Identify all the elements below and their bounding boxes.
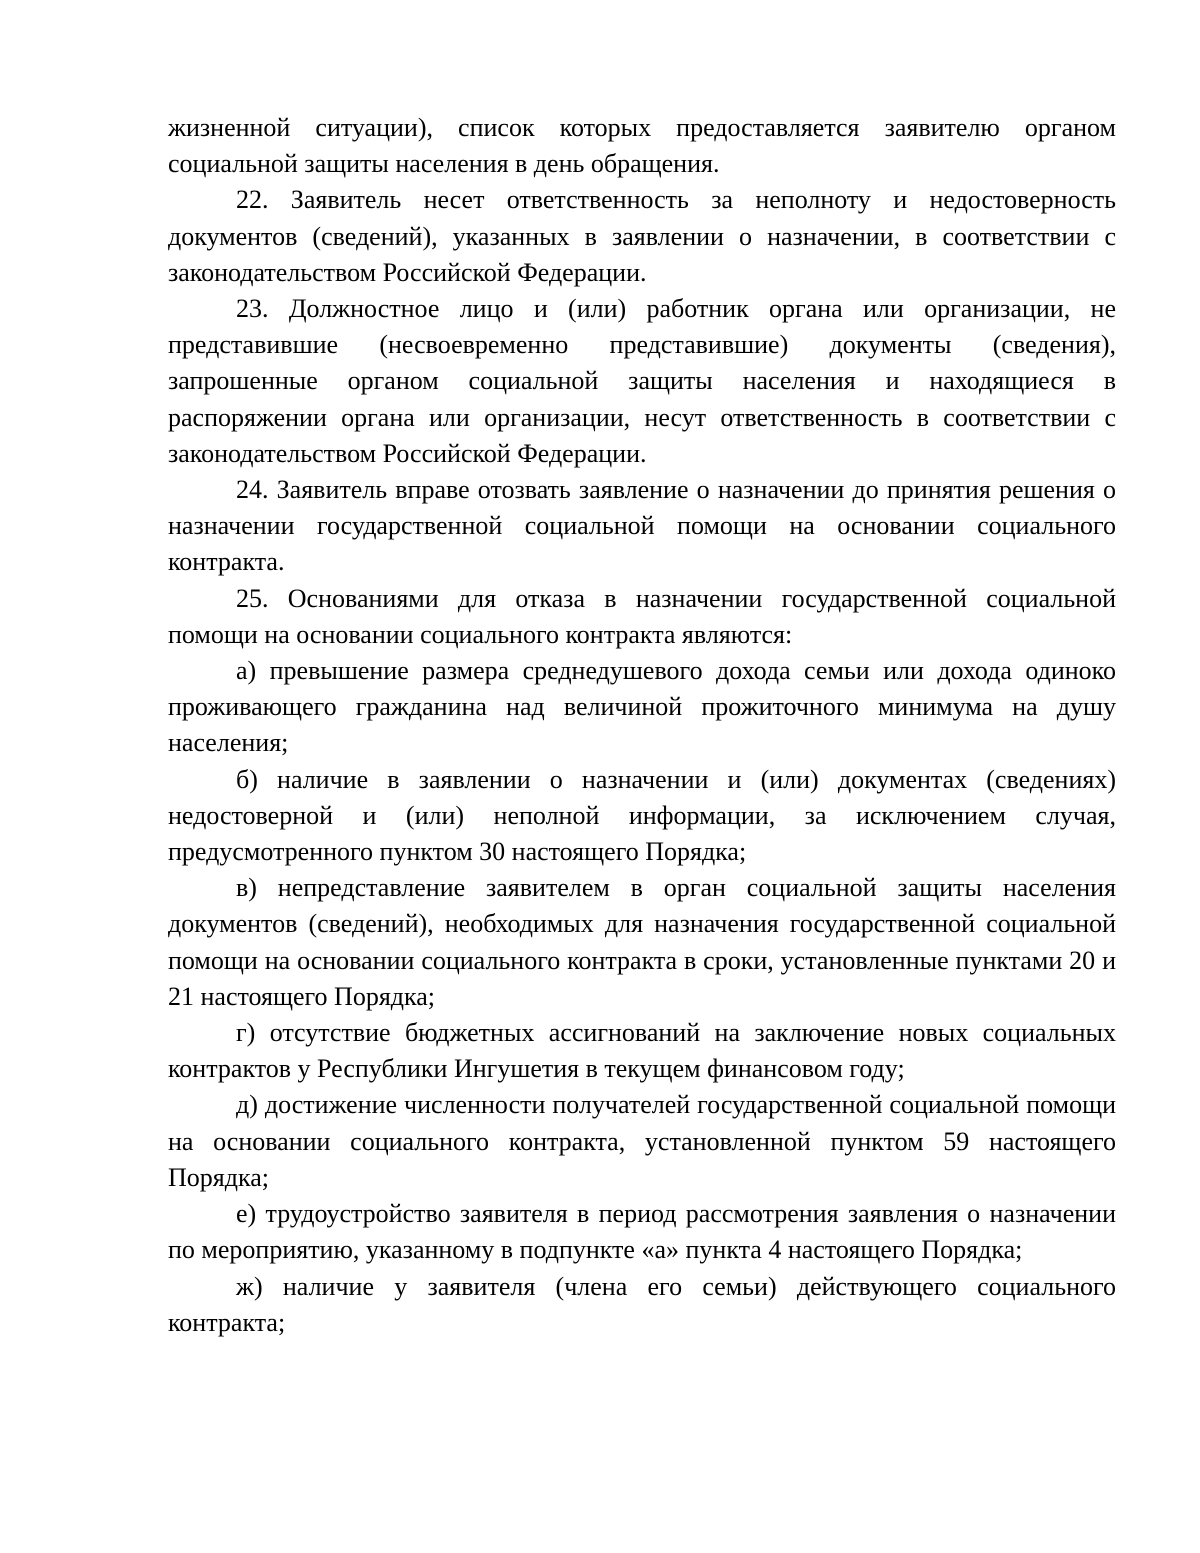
- paragraph-25-b: б) наличие в заявлении о назначении и (или) документах (сведениях) недостоверной и (или) неполной информации, за исключением случая, предусмотренного пунктом 30 настоящего Порядка;: [168, 764, 1116, 867]
- paragraph-25-e: е) трудоустройство заявителя в период рассмотрения заявления о назначении по мероприятию, указанному в подпункте «а» пункта 4 настоящего Порядка;: [168, 1199, 1116, 1265]
- paragraph-25-a: а) превышение размера среднедушевого дохода семьи или дохода одиноко проживающего гражданина над величиной прожиточного минимума на душу населения;: [168, 656, 1116, 758]
- paragraph-25-zh: ж) наличие у заявителя (члена его семьи) действующего социального контракта;: [168, 1271, 1116, 1337]
- paragraph-24: 24. Заявитель вправе отозвать заявление о назначении до принятия решения о назначении государственной социальной помощи на основании социального контракта.: [168, 475, 1116, 577]
- paragraph-25-d: д) достижение численности получателей государственной социальной помощи на основании социального контракта, установленной пунктом 59 настоящего Порядка;: [168, 1090, 1116, 1192]
- paragraph-25-v: в) непредставление заявителем в орган социальной защиты населения документов (сведений), необходимых для назначения государственной социальной помощи на основании социального контракта в сроки, установленные пунктами 20 и 21 настоящего Порядка;: [168, 873, 1116, 1011]
- paragraph-23: 23. Должностное лицо и (или) работник органа или организации, не представившие (несвоевременно представившие) документы (сведения), запрошенные органом социальной защиты населения и находящиеся в распоряжении органа или организации, несут ответственность в соответствии с законодательством Российской Федерации.: [168, 294, 1116, 468]
- document-page: [168, 110, 1116, 1341]
- paragraph-22: 22. Заявитель несет ответственность за неполноту и недостоверность документов (сведений), указанных в заявлении о назначении, в соответствии с законодательством Российской Федерации.: [168, 185, 1116, 287]
- paragraph-25: 25. Основаниями для отказа в назначении государственной социальной помощи на основании социального контракта являются:: [168, 583, 1116, 649]
- paragraph-25-g: г) отсутствие бюджетных ассигнований на заключение новых социальных контрактов у Республики Ингушетия в текущем финансовом году;: [168, 1018, 1116, 1084]
- paragraph-continuation: жизненной ситуации), список которых предоставляется заявителю органом социальной защиты населения в день обращения.: [168, 113, 1116, 179]
